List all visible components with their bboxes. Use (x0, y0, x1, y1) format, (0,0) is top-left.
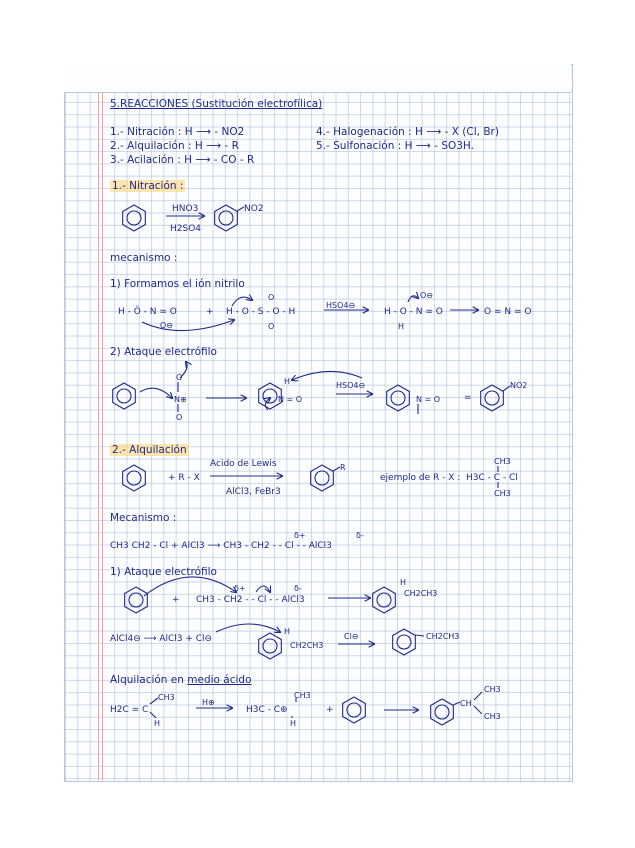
overview-item: 3.- Acilación : H ⟶ - CO - R (110, 154, 255, 166)
curved-arrow (256, 586, 270, 592)
substituent-label: NO2 (510, 381, 528, 390)
formula-text: CH3 (494, 457, 511, 466)
bond-line (453, 702, 460, 705)
formula-text: + R - X (168, 473, 200, 483)
catalyst-label: Acido de Lewis (210, 459, 277, 469)
bond-line (503, 386, 510, 391)
mechanism-label: mecanismo : (110, 252, 178, 264)
formula-text: H (154, 719, 161, 728)
benzene-ring (215, 205, 238, 231)
reagent-label: H2SO4 (170, 224, 202, 234)
curved-arrow (180, 362, 187, 378)
overview-item: 1.- Nitración : H ⟶ - NO2 (110, 126, 245, 138)
substituent-label: NO2 (244, 204, 264, 214)
page-title: 5.REACCIONES (Sustitución electrofílica) (110, 98, 323, 110)
arrow-label: H⊕ (202, 698, 215, 707)
catalyst-label: AlCl3, FeBr3 (226, 487, 281, 497)
formula-text: N = O (278, 395, 303, 404)
formula-text: CH3 - CH2 - - Cl - - AlCl3 (196, 595, 305, 605)
reagent-label: HNO3 (172, 204, 199, 214)
formula-text: + (326, 705, 334, 715)
formula-text: O (176, 373, 183, 382)
formula-text: δ- (294, 584, 302, 593)
step-label: 2) Ataque electrófilo (110, 346, 217, 358)
formula-text: CH3 (484, 712, 501, 721)
formula-text: O = N = O (484, 307, 532, 317)
curved-arrow (144, 577, 236, 596)
benzene-ring (373, 587, 396, 613)
formula-text: AlCl4⊖ ⟶ AlCl3 + Cl⊖ (110, 634, 213, 644)
benzene-ring (431, 699, 454, 725)
formula-text: H3C - C - Cl (466, 473, 518, 483)
formula-text: N⊕ (174, 395, 187, 404)
overview-item: 5.- Sulfonación : H ⟶ - SO3H. (316, 140, 474, 152)
curved-arrow (408, 296, 418, 302)
formula-text: δ- (356, 531, 364, 540)
formula-text: CH3 (484, 685, 501, 694)
subheading-part: Alquilación en (110, 674, 184, 686)
overview-item: 4.- Halogenación : H ⟶ - X (Cl, Br) (316, 126, 499, 138)
formula-text: O (268, 322, 275, 331)
benzene-ring (311, 465, 334, 491)
bond-line (150, 712, 156, 718)
formula-text: H (398, 322, 405, 331)
benzene-ring (393, 629, 416, 655)
benzene-ring (123, 205, 146, 231)
curved-arrow (232, 297, 252, 306)
formula-text: H (284, 377, 291, 386)
substituent-label: R (340, 463, 346, 472)
arrow-label: Cl⊖ (344, 632, 359, 641)
benzene-ring (387, 385, 410, 411)
section-heading-nitracion: 1.- Nitración : (112, 180, 184, 192)
formula-text: CH3 (294, 691, 311, 700)
formula-text: δ+ (294, 531, 306, 540)
formula-text: H (290, 719, 297, 728)
arrow-label: HSO4⊖ (326, 301, 356, 310)
formula-text: N = O (416, 395, 441, 404)
benzene-ring (481, 385, 504, 411)
section-heading-alquilacion: 2.- Alquilación (112, 444, 187, 456)
formula-text: H - O - S - O - H (226, 307, 296, 317)
formula-text: = (464, 393, 472, 403)
formula-text: δ+ (234, 584, 246, 593)
overview-item: 2.- Alquilación : H ⟶ - R (110, 140, 239, 152)
formula-text: O (268, 293, 275, 302)
curved-arrow (140, 388, 172, 398)
arrow-label: HSO4⊖ (336, 381, 366, 390)
benzene-ring (125, 587, 148, 613)
formula-text: H (284, 627, 291, 636)
formula-text: CH3 (158, 693, 175, 702)
curved-arrow (292, 371, 362, 380)
benzene-ring (113, 383, 136, 409)
curved-arrow (216, 624, 280, 632)
step-label: 1) Ataque electrófilo (110, 566, 217, 578)
step-label: 1) Formamos el ión nitrilo (110, 278, 245, 290)
formula-text: CH2CH3 (290, 641, 324, 650)
benzene-ring (123, 465, 146, 491)
formula-text: CH3 (494, 489, 511, 498)
formula-text: H - O - N = O (384, 307, 443, 317)
formula-text: CH (460, 699, 472, 708)
formula-text: H2C = C (110, 705, 149, 715)
benzene-ring (343, 697, 366, 723)
curved-arrow (142, 320, 234, 331)
subheading-part: medio ácido (187, 674, 252, 686)
formula-text: O⊖ (420, 291, 433, 300)
formula-text: CH2CH3 (404, 589, 438, 598)
bond-line (150, 698, 158, 704)
formula-text: CH3 CH2 - Cl + AlCl3 ⟶ CH3 - CH2 - - Cl - - AlCl3 (110, 541, 332, 551)
formula-text: O⊖ (160, 321, 173, 330)
bond-line (474, 706, 482, 714)
bond-line (237, 207, 244, 211)
bond-line (333, 467, 340, 471)
mechanism-label: Mecanismo : (110, 512, 177, 524)
benzene-ring (259, 633, 282, 659)
formula-text: H3C - C⊕ (246, 705, 288, 715)
formula-text: H - Ö - N = O (118, 307, 177, 317)
bond-line (474, 692, 482, 700)
formula-text: + (172, 595, 180, 605)
bond-line (415, 635, 424, 636)
formula-text: H (400, 578, 407, 587)
benzene-ring (259, 383, 282, 409)
example-label: ejemplo de R - X : (380, 473, 461, 483)
substituent-label: CH2CH3 (426, 632, 460, 641)
formula-text: O (176, 413, 183, 422)
formula-text: + (206, 307, 214, 317)
